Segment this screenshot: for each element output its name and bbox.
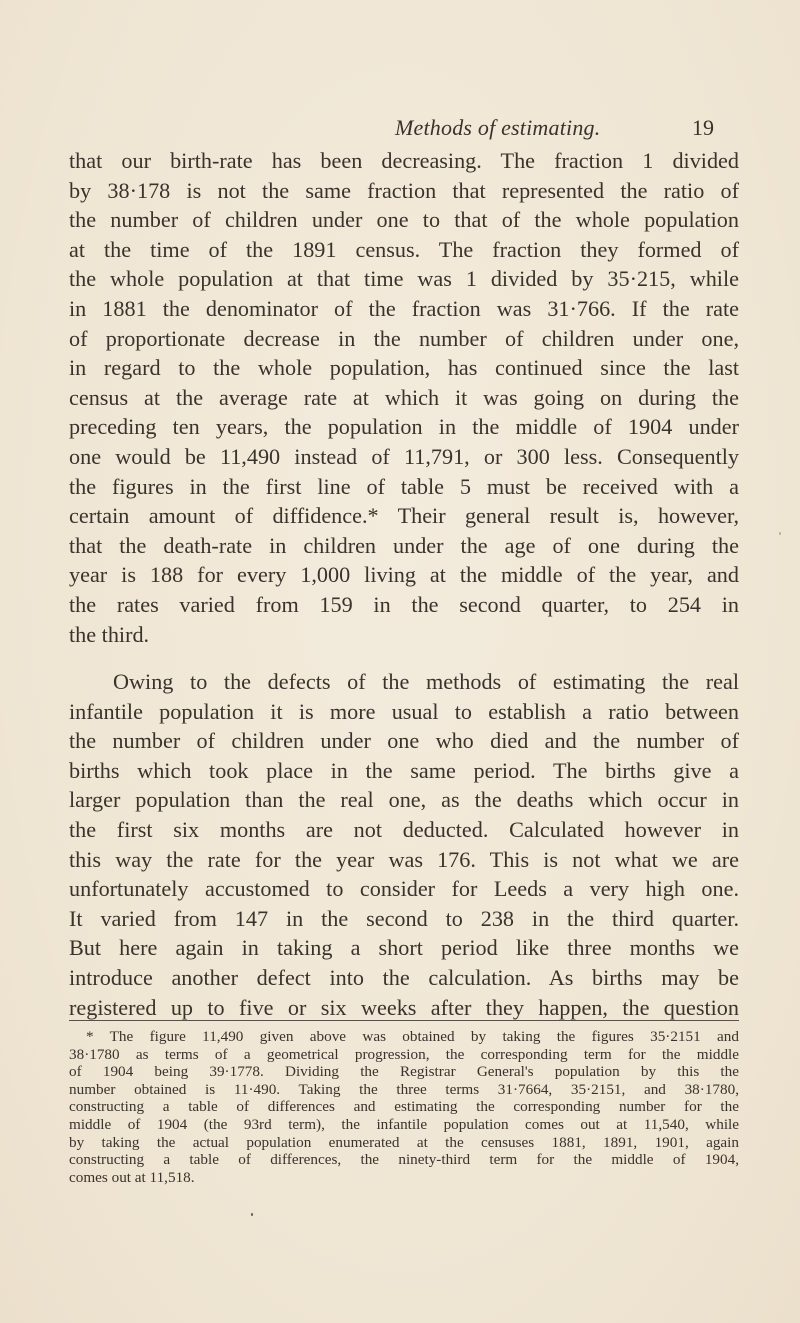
text-line: one would be 11,490 instead of 11,791, or 300 less. Consequently [69, 443, 739, 469]
text-line: preceding ten years, the population in the middle of 1904 under [69, 414, 739, 440]
text-line: at the time of the 1891 census. The fraction they formed of [69, 236, 739, 262]
text-line: in 1881 the denominator of the fraction was 31·766. If the rate [69, 295, 739, 321]
paper-speck [779, 532, 781, 535]
paragraph-2 [69, 667, 739, 1022]
text-line: that our birth-rate has been decreasing. The fraction 1 divided [69, 148, 739, 173]
paragraph-1 [69, 146, 739, 649]
text-line: the rates varied from 159 in the second quarter, to 254 in [69, 591, 739, 617]
text-line: It varied from 147 in the second to 238 in the third quarter. [69, 905, 739, 931]
running-title: Methods of estimating. [395, 115, 601, 140]
page-number: 19 [692, 115, 714, 140]
text-line: births which took place in the same period. The births give a [69, 757, 739, 783]
footnote-divider [69, 1020, 739, 1021]
text-line: larger population than the real one, as the deaths which occur in [69, 787, 739, 813]
footnote-line: constructing a table of differences, the ninety-third term for the middle of 1904, [69, 1151, 739, 1169]
page-header [0, 115, 800, 145]
text-line: census at the average rate at which it was going on during the [69, 384, 739, 410]
footnote-line: number obtained is 11·490. Taking the three terms 31·7664, 35·2151, and 38·1780, [69, 1080, 739, 1098]
text-line: the number of children under one who died and the number of [69, 728, 739, 754]
text-line: this way the rate for the year was 176. This is not what we are [69, 846, 739, 872]
footnote-line: 38·1780 as terms of a geometrical progression, the corresponding term for the middle [69, 1045, 739, 1063]
text-line: introduce another defect into the calculation. As births may be [69, 965, 739, 991]
text-line: registered up to five or six weeks after they happen, the question [69, 994, 739, 1020]
footnote-line: comes out at 11,518. [69, 1168, 195, 1186]
text-line: that the death-rate in children under the age of one during the [69, 532, 739, 558]
footnote [69, 1028, 739, 1186]
text-line: unfortunately accustomed to consider for Leeds a very high one. [69, 876, 739, 902]
text-line: by 38·178 is not the same fraction that represented the ratio of [69, 177, 739, 203]
footnote-line: by taking the actual population enumerated at the censuses 1881, 1891, 1901, again [69, 1133, 739, 1151]
text-line: But here again in taking a short period like three months we [69, 935, 739, 961]
paper-speck [251, 1213, 253, 1216]
text-line: year is 188 for every 1,000 living at the middle of the year, and [69, 562, 739, 588]
footnote-line: middle of 1904 (the 93rd term), the infantile population comes out at 11,540, while [69, 1115, 739, 1133]
text-line: Owing to the defects of the methods of estimating the real [113, 669, 739, 695]
text-line: the figures in the first line of table 5 must be received with a [69, 473, 739, 499]
body-text [69, 146, 739, 1022]
footnote-line: of 1904 being 39·1778. Dividing the Registrar General's population by this the [69, 1063, 739, 1081]
text-line: of proportionate decrease in the number of children under one, [69, 325, 739, 351]
paragraph-spacer [69, 649, 739, 667]
text-line: the third. [69, 621, 150, 647]
footnote-line: * The figure 11,490 given above was obtained by taking the figures 35·2151 and [86, 1028, 739, 1045]
footnote-line: constructing a table of differences and estimating the corresponding number for the [69, 1098, 739, 1116]
text-line: the number of children under one to that of the whole population [69, 207, 739, 233]
text-line: the first six months are not deducted. Calculated however in [69, 817, 739, 843]
text-line: infantile population it is more usual to establish a ratio between [69, 698, 739, 724]
text-line: the whole population at that time was 1 divided by 35·215, while [69, 266, 739, 292]
text-line: in regard to the whole population, has continued since the last [69, 355, 739, 381]
text-line: certain amount of diffidence.* Their general result is, however, [69, 503, 739, 529]
